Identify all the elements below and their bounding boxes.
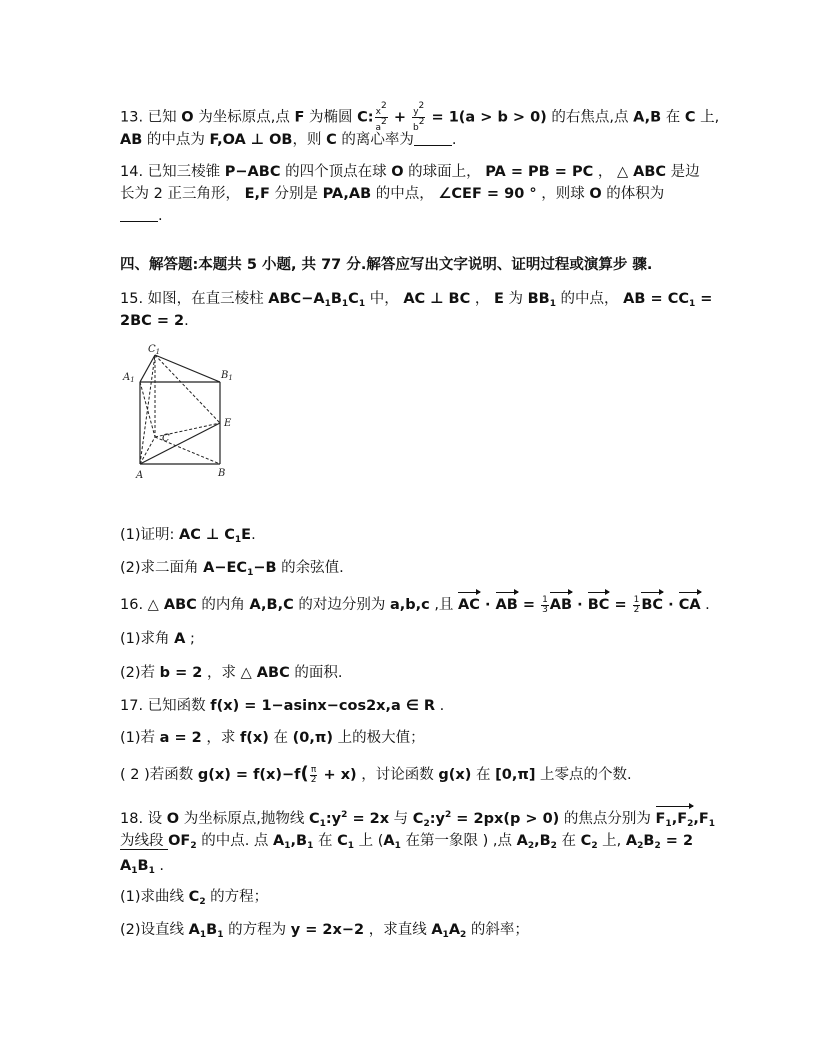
- q16-part2: (2)若 b = 2 ，求 △ ABC 的面积.: [120, 665, 343, 681]
- q18-part1: (1)求曲线 $C_2$ 的方程；: [120, 889, 269, 907]
- q17-part1: (1)若 a = 2 ，求 f(x) 在 (0,π) 上的极大值；: [120, 730, 425, 746]
- focus-vector: $F_1,F_2$: [656, 809, 694, 834]
- q16-line1: 16. △ ABC 的内角 A,B,C 的对边分别为 a,b,c ,且 AC · AB = $\frac{1}{3}$ AB · BC = $\frac{1}{2}$ BC · CA .: [120, 594, 710, 615]
- prism-figure: [118, 338, 248, 488]
- q16-part1: (1)求角 A ;: [120, 631, 195, 647]
- q17-part2: ( 2 )若函数 g(x) = f(x)−f( $\frac{\pi}{2}$ + x) ，讨论函数 g(x) 在 [0,π] 上零点的个数.: [120, 763, 632, 785]
- label-c1: $C_1$: [148, 344, 161, 356]
- answer-blank[interactable]: [414, 131, 452, 146]
- q18-line1: 18. 设 O 为坐标原点,抛物线 $C_1:y^2 = 2x$ 与 $C_2:y^2 = 2px(p > 0)$ 的焦点分别为 $F_1,F_2,F_1$: [120, 805, 715, 834]
- q18-line3: $A_1B_1$ .: [120, 858, 165, 876]
- q15-line1: 15. 如图，在直三棱柱 $ABC-A_1B_1C_1$ 中， AC ⊥ BC ， E 为 $BB_1$ 的中点， AB = $CC_1$ =: [120, 291, 713, 309]
- label-a1: $A_1$: [123, 372, 135, 384]
- fraction-x2-a2: $\frac{x2}{a2}$: [375, 101, 387, 133]
- q15-part1: (1)证明: AC ⊥ $C_1E$.: [120, 527, 256, 545]
- q14-line1: 14. 已知三棱锥 P−ABC 的四个顶点在球 O 的球面上， PA = PB = PC ， △ ABC 是边: [120, 164, 700, 180]
- q14-line3: .: [120, 206, 163, 226]
- label-a: A: [136, 470, 144, 481]
- q17-line1: 17. 已知函数 f(x) = 1−asinx−cos2x,a ∈ R .: [120, 698, 445, 714]
- q18-line2: 为线段 $OF_2$ 的中点. 点 $A_1,B_1$ 在 $C_1$ 上 ($A_1$ 在第一象限 ) ,点 $A_2,B_2$ 在 $C_2$ 上, $A_2B_2 = 2$: [120, 833, 694, 851]
- answer-blank[interactable]: [120, 207, 158, 222]
- q14-line2: 长为 2 正三角形， E,F 分别是 PA,AB 的中点， ∠CEF = 90 ° ，则球 O 的体积为: [120, 186, 665, 202]
- q13-line1: 13. 已知 O 为坐标原点,点 F 为椭圆 C: $\frac{x2}{a2}$ + $\frac{y2}{b2}$ = 1(a > b > 0) 的右焦点,点 A,B 在 C 上,: [120, 101, 720, 133]
- label-b: B: [218, 468, 226, 479]
- q15-part2: (2)求二面角 $A-EC_1-B$ 的余弦值.: [120, 560, 344, 578]
- label-c: C: [162, 433, 170, 444]
- label-e: E: [224, 418, 232, 429]
- q13-line2: AB 的中点为 F,OA ⊥ OB，则 C 的离心率为 .: [120, 132, 457, 148]
- fraction-y2-b2: $\frac{y2}{b2}$: [413, 101, 425, 133]
- q15-line2: 2BC = 2.: [120, 313, 189, 329]
- section-heading: 四、解答题:本题共 5 小题, 共 77 分.解答应写出文字说明、证明过程或演算步 骤.: [120, 257, 653, 273]
- label-b1: $B_1$: [221, 370, 233, 382]
- q18-part2: (2)设直线 $A_1B_1$ 的方程为 y = 2x−2 ，求直线 $A_1A_2$ 的斜率；: [120, 922, 529, 940]
